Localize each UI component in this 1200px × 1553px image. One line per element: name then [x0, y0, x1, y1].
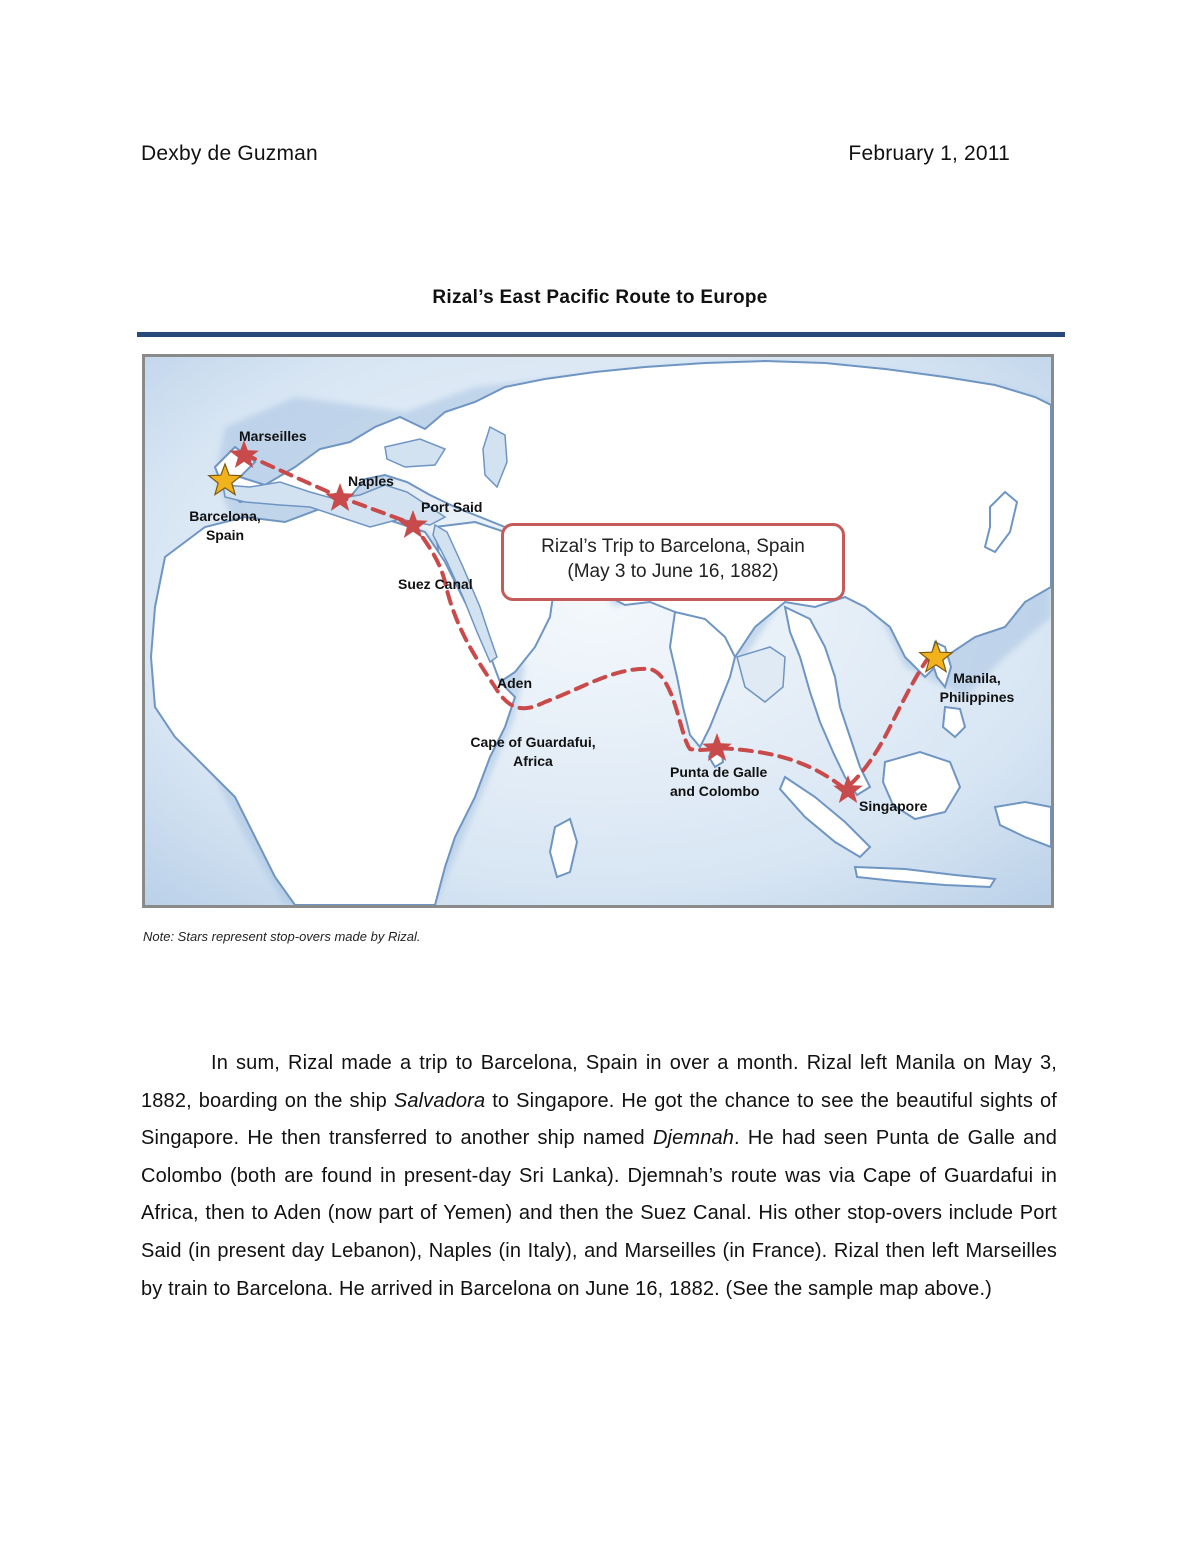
title-divider — [137, 332, 1065, 337]
label-port-said: Port Said — [421, 499, 483, 515]
label-manila: Manila, Philippines — [939, 670, 1015, 705]
label-singapore: Singapore — [859, 798, 928, 814]
label-suez-canal: Suez Canal — [398, 576, 473, 592]
label-aden: Aden — [497, 675, 532, 691]
summary-paragraph: In sum, Rizal made a trip to Barcelona, Spain in over a month. Rizal left Manila on May 3, 1882, boarding on the ship Salvadora to Singapore. He got the chance to see the beautiful sights of Singapore. He then transferred to another ship named Djemnah. He had seen Punta de Galle and Colombo (both are found in present-day Sri Lanka). Djemnah’s route was via Cape of Guardafui in Africa, then to Aden (now part of Yemen) and then the Suez Canal. His other stop-overs include Port Said (in present day Lebanon), Naples (in Italy), and Marseilles (in France). Rizal then left Marseilles by train to Barcelona. He arrived in Barcelona on June 16, 1882. (See the sample map above.) — [141, 1052, 1057, 1300]
document-title: Rizal’s East Pacific Route to Europe — [432, 287, 768, 308]
label-naples: Naples — [348, 473, 394, 489]
author-name: Dexby de Guzman — [141, 142, 318, 165]
trip-callout-dates: (May 3 to June 16, 1882) — [567, 561, 779, 582]
ship-name-salvadora: Salvadora — [393, 1089, 486, 1112]
ship-name-djemnah: Djemnah — [652, 1127, 735, 1150]
trip-callout-box — [501, 523, 845, 601]
label-cape-guardafui: Cape of Guardafui, Africa — [470, 734, 596, 769]
label-punta-de-galle: Punta de Galle and Colombo — [670, 764, 768, 799]
route-map — [142, 354, 1054, 908]
trip-callout-title: Rizal’s Trip to Barcelona, Spain — [541, 536, 805, 557]
map-note: Note: Stars represent stop-overs made by Rizal. — [143, 929, 421, 944]
label-marseilles: Marseilles — [239, 428, 307, 444]
document-date: February 1, 2011 — [848, 142, 1010, 165]
label-barcelona: Barcelona, Spain — [189, 508, 261, 543]
